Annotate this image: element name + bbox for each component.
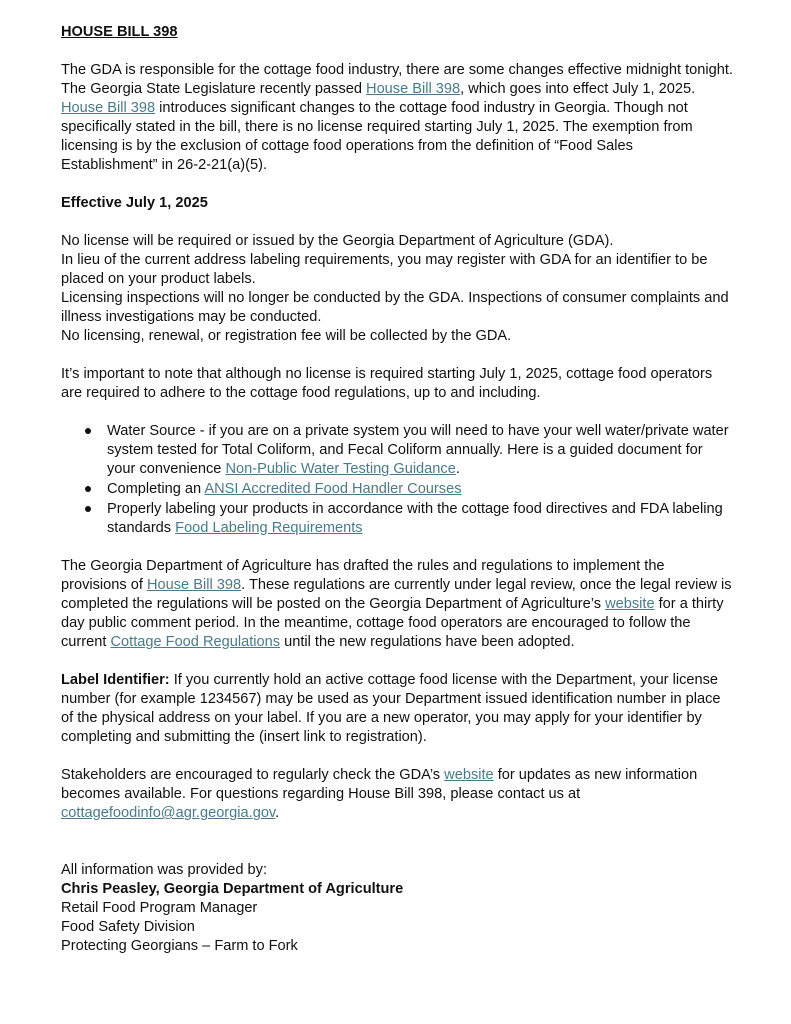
list-item-food-handler: [107, 480, 733, 499]
food-handler-courses-link[interactable]: ANSI Accredited Food Handler Courses: [204, 481, 462, 497]
stakeholders-text-2: for updates as new information becomes available. For questions regarding House Bill 398, please contact us at: [61, 767, 698, 802]
signature-name: Chris Peasley, Georgia Department of Agriculture: [61, 881, 404, 897]
labeling-text: Properly labeling your products in accordance with the cottage food directives and FDA labeling standards: [107, 501, 723, 536]
intro-text-1: The GDA is responsible for the cottage food industry, there are some changes effective midnight tonight. The Georgia State Legislature recently passed: [61, 62, 733, 97]
list-item-labeling: [107, 500, 733, 538]
rules-text-2: . These regulations are currently under legal review, once the legal review is completed the regulations will be posted on the Georgia Department of Agriculture’s: [61, 577, 732, 612]
effective-line-2: In lieu of the current address labeling requirements, you may register with GDA for an identifier to be placed on your product labels.: [61, 252, 708, 287]
effective-line-3: Licensing inspections will no longer be conducted by the GDA. Inspections of consumer complaints and illness investigations may be conducted.: [61, 290, 729, 325]
intro-paragraph: [61, 61, 733, 175]
stakeholders-paragraph: [61, 766, 733, 823]
document-title: HOUSE BILL 398: [61, 24, 178, 40]
website-link-1[interactable]: website: [605, 596, 655, 612]
water-testing-guidance-link[interactable]: Non-Public Water Testing Guidance: [225, 461, 456, 477]
water-source-text: Water Source - if you are on a private system you will need to have your well water/private water system tested for Total Coliform, and Fecal Coliform annually. Here is a guided document for your convenience: [107, 423, 729, 477]
rules-text-4: until the new regulations have been adopted.: [280, 634, 575, 650]
stakeholders-text-3: .: [275, 805, 280, 821]
effective-line-1: No license will be required or issued by the Georgia Department of Agriculture (GDA).: [61, 233, 614, 249]
rules-text-1: The Georgia Department of Agriculture has drafted the rules and regulations to implement the provisions of: [61, 558, 665, 593]
food-labeling-requirements-link[interactable]: Food Labeling Requirements: [175, 520, 363, 536]
water-source-end: .: [455, 461, 460, 477]
intro-text-3: introduces significant changes to the cottage food industry in Georgia. Though not specifically stated in the bill, there is no license required starting July 1, 2025. The exemption from licensing is by the exclusion of cottage food operations from the definition of “Food Sales Establishment” in 26-2-21(a)(5).: [61, 100, 693, 173]
stakeholders-text-1: Stakeholders are encouraged to regularly check the GDA’s: [61, 767, 445, 783]
requirements-list: [61, 422, 733, 538]
effective-heading: Effective July 1, 2025: [61, 195, 208, 211]
signature-tagline: Protecting Georgians – Farm to Fork: [61, 938, 298, 954]
intro-text-2: , which goes into effect July 1, 2025.: [460, 81, 696, 97]
list-item-water-source: [107, 422, 733, 479]
important-note: It’s important to note that although no license is required starting July 1, 2025, cottage food operators are required to adhere to the cottage food regulations, up to and including.: [61, 366, 713, 401]
effective-line-4: No licensing, renewal, or registration fee will be collected by the GDA.: [61, 328, 512, 344]
signature-division: Food Safety Division: [61, 919, 195, 935]
house-bill-link-3[interactable]: House Bill 398: [146, 577, 242, 593]
label-identifier-heading: Label Identifier:: [61, 672, 170, 688]
house-bill-link-2[interactable]: House Bill 398: [61, 100, 156, 116]
rules-text-3: for a thirty day public comment period. In the meantime, cottage food operators are encouraged to follow the current: [61, 596, 724, 650]
rules-paragraph: [61, 557, 733, 652]
signature-intro: All information was provided by:: [61, 862, 268, 878]
label-identifier-paragraph: [61, 671, 733, 747]
website-link-2[interactable]: website: [444, 767, 494, 783]
house-bill-link-1[interactable]: House Bill 398: [366, 81, 461, 97]
contact-email-link[interactable]: cottagefoodinfo@agr.georgia.gov: [61, 805, 276, 821]
signature-role: Retail Food Program Manager: [61, 900, 258, 916]
food-handler-text: Completing an: [107, 481, 205, 497]
label-identifier-text: If you currently hold an active cottage food license with the Department, your license number (for example 1234567) may be used as your Department issued identification number in place of the physical address on your label. If you are a new operator, you may apply for your identifier by completing and submitting the (insert link to registration).: [61, 672, 721, 745]
document-page: [61, 23, 733, 956]
cottage-food-regulations-link[interactable]: Cottage Food Regulations: [110, 634, 281, 650]
